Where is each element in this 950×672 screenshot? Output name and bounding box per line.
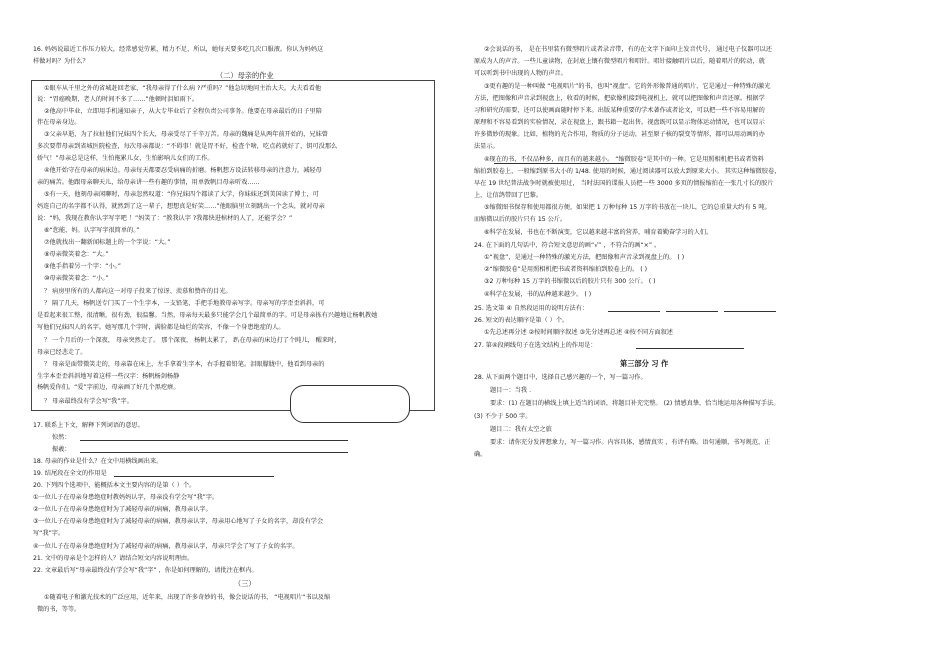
p2-line: 说：“胃癌晚期，老人的时间不多了……”他顿时泪如雨下。 [37, 96, 199, 103]
q17: 17. 联系上下文，解释下列词语的意思。 [33, 422, 144, 429]
p2-line: ①眼车从千里之外的省城赶回老家，“我母亲得了什么病 ?严重吗？”他急切地问主治大夫。大夫看看他 [44, 85, 322, 92]
p3-line: 法显示。 [474, 143, 499, 150]
p3-line: 习和研究的需要，还可以使画面随时停下来。出版某种重要的学术著作或者论文，可以把一些不容易用解的 [474, 107, 765, 114]
p3-line: ②会说话的书， 是在书里装有微型唱片或者录音带，有的在文字下面印上发音代号， 通过电子仪器可以还 [484, 46, 772, 53]
p3-line: 许多微妙的现象。比如，植物的光合作用，物质的分子运动，甚至原子核的裂变等情形，都可以用动画的办 [474, 131, 765, 138]
p2-line: 杨帆爱你们。“爱”字前边，母亲画了好几个黑疙瘩。 [37, 384, 180, 391]
q28-topic-1-req-3: (3) 不少于 500 字。 [474, 413, 532, 420]
p2-line: 妈连自己的名字都不认得，就然到了这一辈子，想想真是好笑……”他眼脑里立刻跳出一个念头，就对母亲 [37, 203, 325, 210]
q20-option-3-cont: 写“我”字。 [33, 530, 65, 537]
p3-line: 缩拍到胶卷上，一般缩到原书大小的 1/48. 使用的时候，通过阅读器可以放大到原来大小。 其实这种缩微胶卷， [474, 168, 781, 175]
p3-wavy-underline [494, 163, 624, 164]
q17-answer-line-1 [80, 440, 348, 441]
q16-line-2: 样做对吗？为什么？ [33, 58, 89, 65]
p2-line: 说：“妈，我现在教你认字写字吧 ！”妈笑了：“教我认字 ?我都快进棺材的人了，还能学会？” [37, 215, 293, 222]
p2-line: ⑦他就找出一翻新闻标题上的一个字说：“大。” [44, 239, 171, 246]
p3-line: 早在 19 世纪普法战争时就被使用过， 当时法国的谍报人员把一些 3000 多页的情报缩拍在一张几寸长的胶片 [474, 180, 774, 187]
p3-line: 方法，把图像和声音录到视盘上，收看的时候，把砍像机接到电视机上，就可以把图像和声音还原。根据学 [474, 95, 765, 102]
p3-line: ①随着电子和激光技术的广泛应用，近年来，出现了许多奇妙的书，像会说话的书， “电视唱片“书以及缩 [44, 594, 331, 601]
q28-topic-2: 题目二：我有太空之旅 [490, 426, 552, 433]
p2-line: 伴在母亲身边。 [37, 119, 81, 126]
p2-line: ？ 一个月后的一个深夜， 母亲突然走了。 那个深夜， 杨帆太累了， 趴在母亲的床边打了个盹儿， 醒来时， [44, 337, 341, 344]
q21: 21. 文中的母亲是个怎样的人？请结合短文内容说明理由。 [33, 555, 194, 562]
p3-line: ④现在的书，不仅品种多，而且有的越来越小。 “缩微胶卷“是其中的一种。它是用照相机把书或者资料 [484, 156, 764, 163]
p2-line: ？ 隔了几天，杨帆送专门买了一个生字本，一支铅笔，手把手地教母亲写字。母亲写的字歪歪斜斜，可 [44, 300, 325, 307]
p2-line: ？ 母亲最终没有学会写“我”字。 [44, 398, 133, 405]
part-3-heading: 第三部分 习 作 [620, 359, 669, 368]
p3-line: 而缩微以后的胶片只有 15 公斤。 [474, 216, 567, 223]
q17-word-2: 振羲： [52, 446, 71, 453]
p2-line: ⑧母亲微笑着念：“大。” [44, 251, 109, 258]
q17-word-1: 惊然： [52, 434, 71, 441]
p2-line: ？ 病房里所有的人都向这一对母子投来了惊讶、羡慕和赞许的目光。 [44, 288, 232, 295]
q20: 20. 下列四个选项中，能概括本文主要内容的是第（ ）个。 [33, 482, 196, 489]
q19-answer-line [114, 476, 274, 477]
q28-topic-1-req: 要求：(1) 在题目的横线上填上适当的词语，将题目补充完整。 (2) 情感真挚，恰当地运用各种描写手法。 [490, 400, 780, 407]
p2-line: ⑩母亲微笑着念：“小。” [44, 275, 109, 282]
q25-blank-3 [724, 311, 776, 312]
q26-options: ①先总述再分述 ②按时间顺序叙述 ③先分述再总述 ④按不同方面叙述 [484, 329, 673, 336]
q26: 26. 短文的表达顺序是第（ ）个。 [474, 317, 569, 324]
q18: 18. 母亲的作业是什么？在文中用横线画出来。 [33, 458, 163, 465]
q24: 24. 在下面的几句话中，符合短文意思的画“√” ，不符合的画“×” 。 [474, 242, 661, 249]
q25-blank-2 [666, 311, 718, 312]
passage-2-title: （二）母亲的作业 [216, 71, 274, 80]
q24-item-4: ④科学在发展，书的品种越来越少。 ( ) [484, 291, 592, 298]
p3-line: ⑥科学在发展，书也在不断演变，它以越来越丰富的营养，哺育着勤奋学习的人们。 [484, 229, 713, 236]
q17-answer-line-2 [80, 452, 348, 453]
q16-line-1: 16. 妈妈说最近工作压力较大，经常感觉劳累，精力不足，所以，她每天要多吃几次口服液。你认为妈妈这 [33, 46, 324, 53]
passage-3-title: （三） [234, 579, 256, 588]
q20-option-1: ①一位儿子在母亲身患绝症时教妈妈认字，母亲没有学会写“我”字。 [33, 494, 219, 501]
q27: 27. 第④段阐线句子在选文结构上的作用是： [474, 342, 597, 349]
p2-line: ？ 母亲是面带微笑走的，母亲靠在床上，左手拿着生字本，右手握着铅笔。泪眼朦胧中，他看到母亲的 [44, 361, 325, 368]
q24-item-1: ①“视盘”，是通过一种特殊的激光方法，把图像和声音录到视盘上的。 ( ) [484, 254, 685, 261]
p2-line: 是看起来很工整，很清晰，很有劲，很温馨。当然，母亲每天最多只能学会几个最简单的字。可是母亲拣有兴趣地让杨帆教她 [37, 312, 378, 319]
p2-line: 多次要带母亲到省城医院检查，每次母亲都说：“不碍事！就是胃不好，检查个啥，吃点药就好了，钥可没那么 [37, 143, 338, 150]
p2-line: 写他们兄妹四人的名字。她写那几个字时，满脸都是灿烂的笑容，不像一个身患绝症的人。 [37, 324, 285, 331]
p2-line: 生字本歪歪斜斜地写着这样一些汉字：杨帆杨剑杨静 [37, 373, 180, 380]
p3-line: 原成为人的声音。一些儿童读物，在封底上镶有微型唱片和唱针。唱针接触唱片以后，随着唱片的转动，就 [474, 58, 765, 65]
q24-item-2: ②“缩微胶卷”是用照相机把书或者资料缩拍到胶卷上的。 ( ) [484, 266, 648, 273]
p2-line: 娇气！”母亲总是这样，生怕拖累儿女，生怕影响儿女们的工作。 [37, 155, 214, 162]
left-column [0, 0, 470, 672]
p2-line: ③父亲早逝，为了拉扯他们兄妹四个长大，母亲受尽了千辛万苦。母亲的魏痛是从两年前开始的，兄妹曾 [44, 131, 328, 138]
q25: 25. 选文第 ④ 自然段运用的说明方法有： [474, 305, 589, 312]
q28-topic-1: 题目一：当我 . [490, 387, 532, 394]
p2-line: ⑨他手指着另一个字：“小。” [44, 263, 121, 270]
q20-option-2: ②一位儿子在母亲身患绝症时为了减轻母亲的病痛，教母亲认字。 [33, 506, 212, 513]
right-column [470, 0, 950, 672]
q20-option-4: ④一位儿子在母亲身患绝症时为了减轻母亲的病痛，教母亲认字，母亲只学会了写了子女的名字。 [33, 543, 299, 550]
p2-line: ⑤有一天，他刻母亲闲聊时，母亲忽然叹道：“你兄妹四个都读了大学，你妹妹还到美国读了博士，可 [44, 191, 319, 198]
p2-line: 母亲已经悲走了。 [37, 349, 87, 356]
q28-topic-2-req: 要求：请你充分发挥想象力，写一篇习作。内容具体，感情真实 ，有评有略。语句通顺，书写规范、正 [490, 439, 771, 446]
p3-line: 上，让信鸽带回了巴黎。 [474, 192, 543, 199]
p3-line: ③更有趣的是一种叫做 “电视唱片”的书，也叫“视盘”。它的外形像普通的唱片，它是通过一种特殊的激光 [484, 83, 771, 90]
p3-line: 原理和不容易看到的实验情况，录在视盘上，跟书籍一起出售。视盘既可以显示物体运动情况，也可以显示 [474, 119, 765, 126]
q20-option-3: ③一位儿子在母亲身患绝症时为了减轻母亲的病痛，教母亲认字，母亲用心地写了子女的名字，却没有学会 [33, 518, 324, 525]
q25-blank-1 [608, 311, 660, 312]
q19: 19. 结尾段在全文的作用是 [33, 470, 107, 477]
p2-line: 亲的痛苦。他跟母亲聊天儿，给母亲讲一些有趣的事情，用单敦帆目母亲听戏…… [37, 179, 260, 186]
q28-topic-2-req-cont: 确。 [474, 451, 487, 458]
p3-line: ⑤缩微图书保存和使用都很方便，如果把 1 万种每种 15 万字的书放在一块儿，它的总重量大约有 5 吨。 [484, 204, 771, 211]
p3-line: 可以听到书中出现的人物的声音。 [474, 70, 567, 77]
p2-line: ⑥“您能，妈。认字写字很简单的。” [44, 227, 140, 234]
p3-line: 微的书，等等。 [37, 606, 81, 613]
p2-line: ②他高中毕业，立即用手机通知亲子，从大专毕业后了全程负责公司事务。他要在母亲最后的日子里陪 [44, 108, 322, 115]
q22: 22. 文章最后写“母亲最终没有学会写“我”字” ，你是如何理解的，请批注在框内。 [33, 567, 258, 574]
p2-line: ④他开始守在母亲的病床边。母亲每天都要忍受病痛的折磨。杨帆想方设法转移母亲的注意力，减轻母 [44, 167, 322, 174]
q24-item-3: ③2 万种每种 15 万字的书缩微以后的胶片只有 300 公斤。 ( ) [484, 278, 656, 285]
q27-answer-line [636, 348, 744, 349]
annotation-bubble [290, 385, 410, 423]
q28: 28. 从下面两个题目中，选择自己感兴趣的一个，写一篇习作。 [474, 374, 647, 381]
